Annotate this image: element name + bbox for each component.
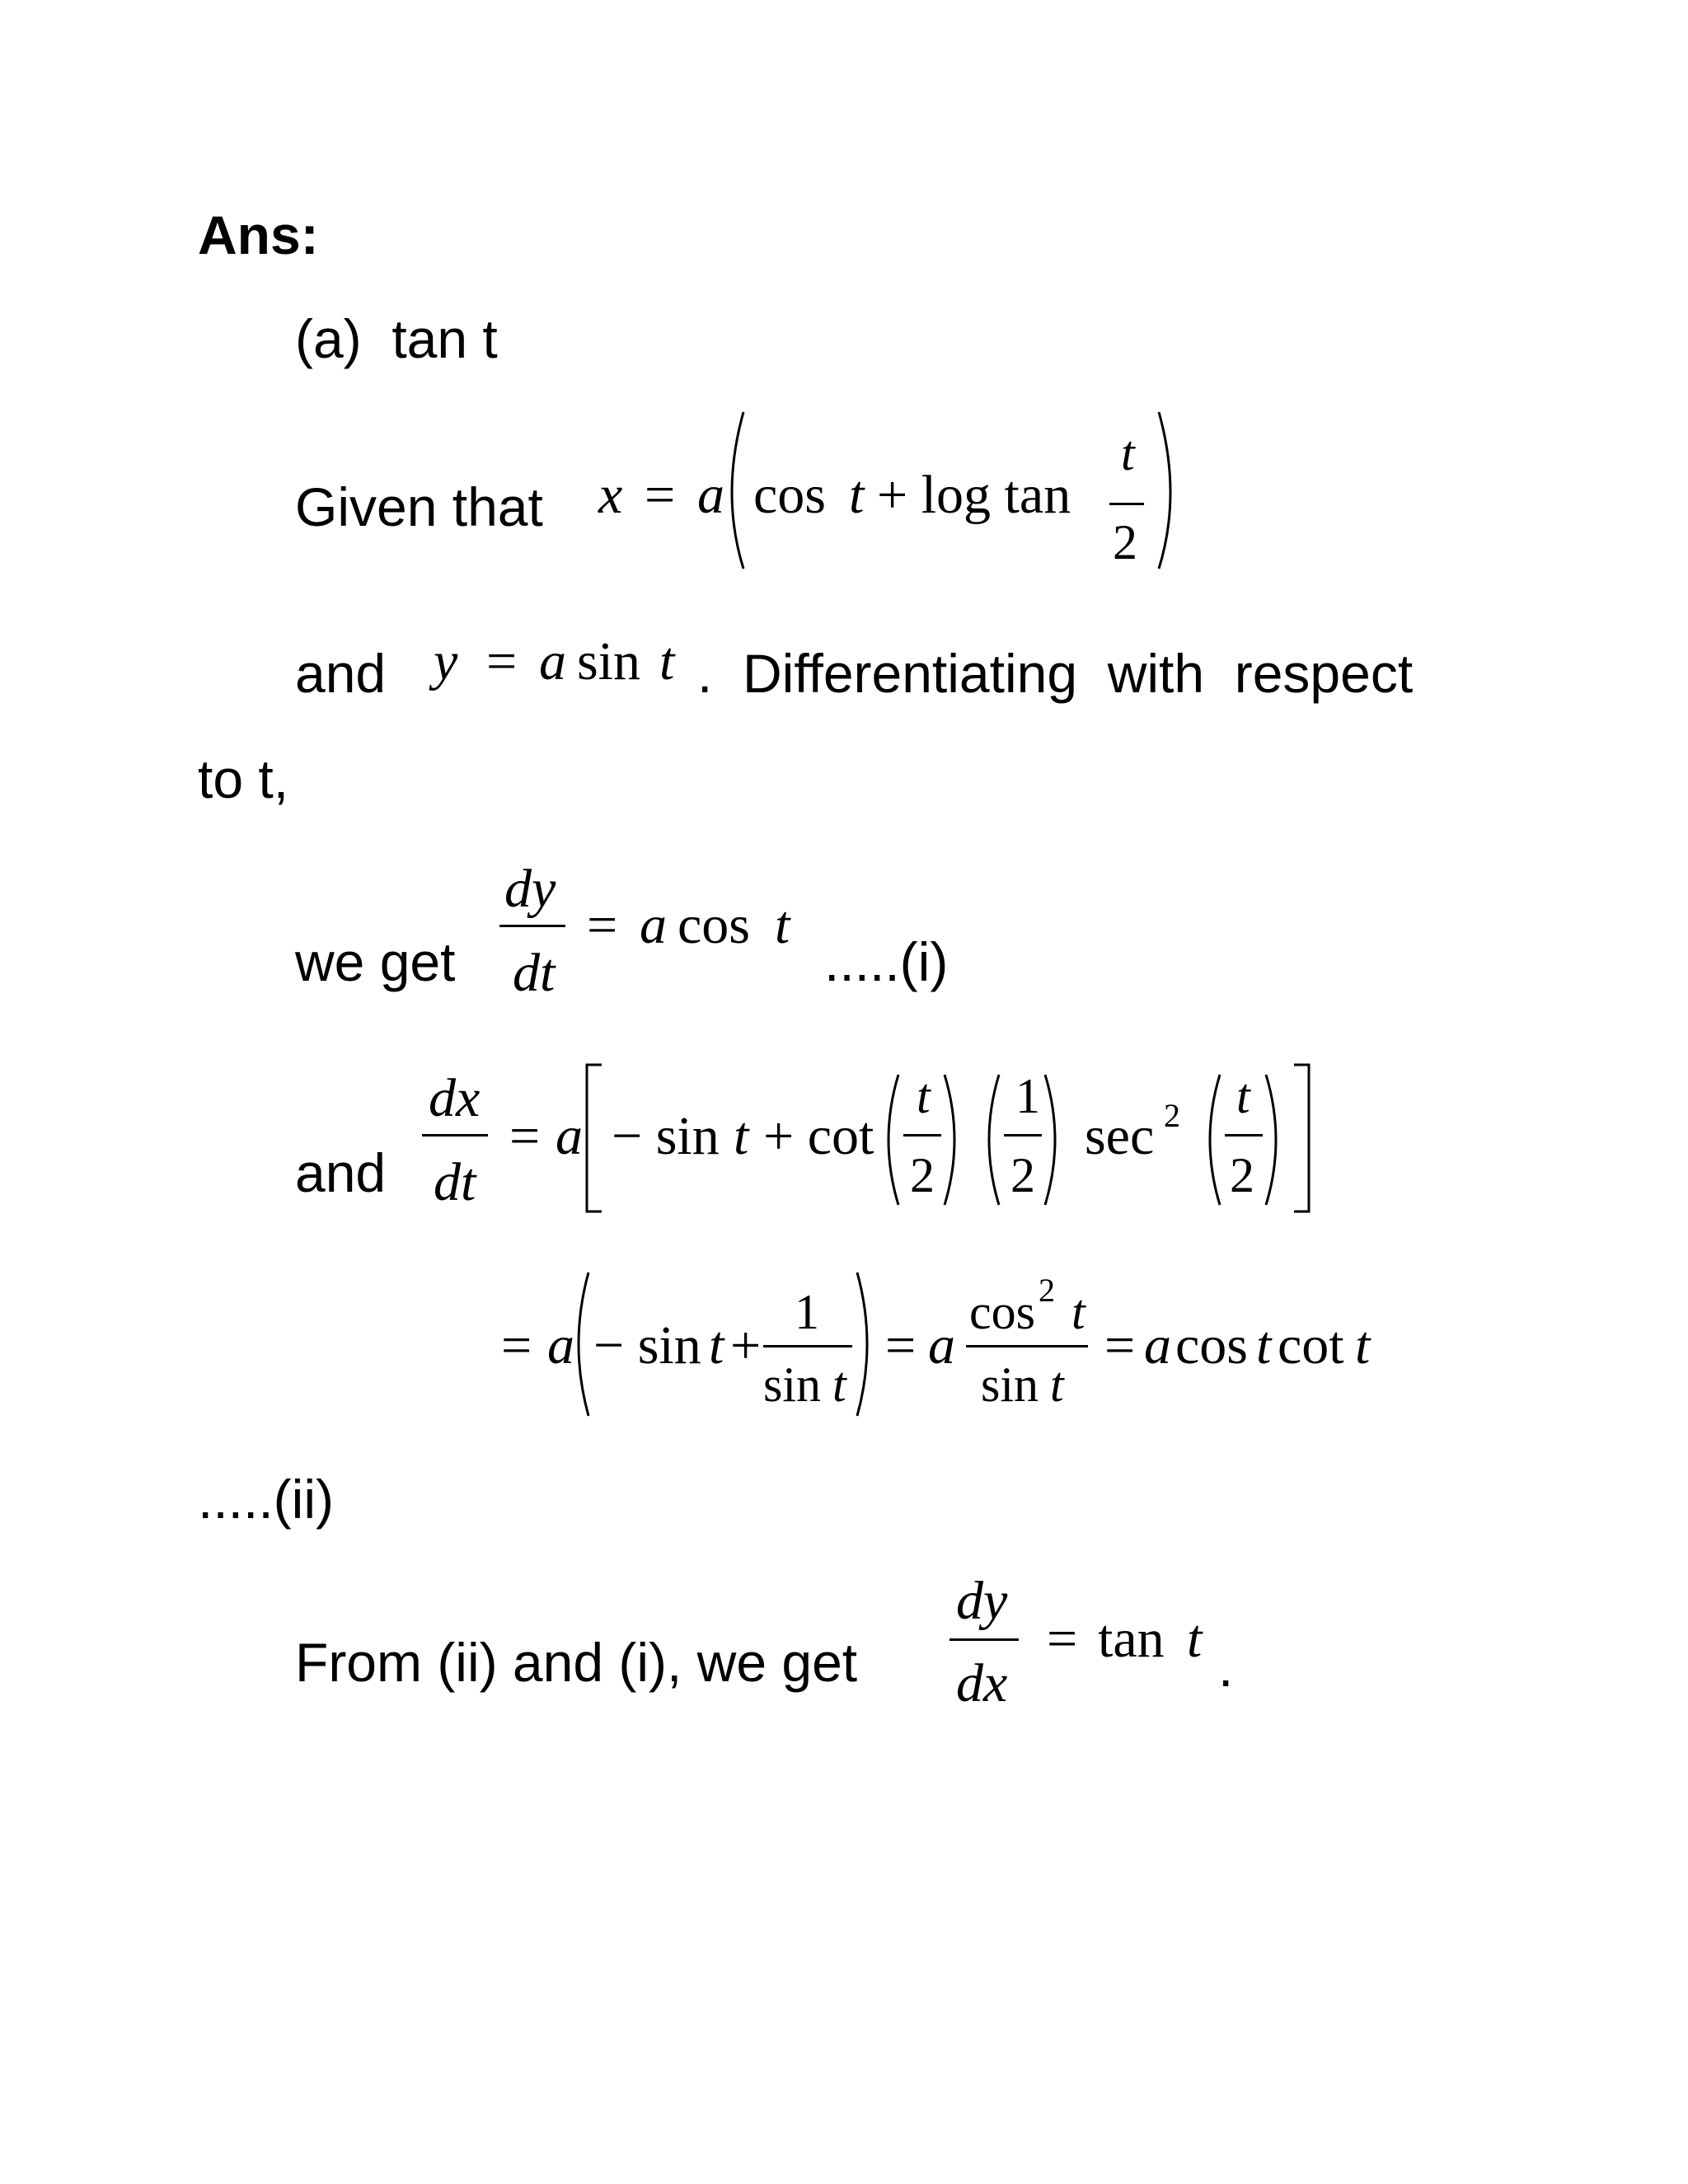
var-t-2: t bbox=[1256, 1315, 1272, 1376]
result-numerator-t: t bbox=[1071, 1285, 1085, 1339]
result-numerator-cos: cos bbox=[969, 1285, 1035, 1339]
result-denominator-sin: sin bbox=[981, 1357, 1039, 1412]
right-paren bbox=[1159, 412, 1170, 569]
minus-sin-text: − sin bbox=[612, 1106, 720, 1166]
cos-text: cos bbox=[678, 895, 750, 955]
var-y: y bbox=[434, 631, 458, 691]
equals-sign-2: = bbox=[885, 1315, 917, 1376]
equation-tag-i: .....(i) bbox=[824, 931, 949, 992]
fraction-2-numerator: 1 bbox=[1015, 1069, 1040, 1123]
left-paren bbox=[1210, 1075, 1220, 1205]
given-label: Given that bbox=[295, 476, 543, 537]
var-t: t bbox=[849, 465, 865, 525]
fraction-3-numerator: t bbox=[1236, 1069, 1250, 1123]
and-label-2: and bbox=[295, 1142, 387, 1203]
right-paren bbox=[1266, 1075, 1276, 1205]
tan-text: tan bbox=[1098, 1609, 1165, 1669]
var-t: t bbox=[734, 1106, 749, 1166]
var-t: t bbox=[659, 631, 675, 691]
and-label: and bbox=[295, 643, 387, 704]
fraction-1-numerator: t bbox=[917, 1069, 931, 1123]
minus-sin-text: − sin bbox=[593, 1315, 701, 1376]
left-paren bbox=[889, 1075, 898, 1205]
var-a: a bbox=[547, 1315, 574, 1376]
left-paren bbox=[732, 412, 743, 569]
right-paren bbox=[857, 1272, 867, 1416]
sec-text: sec bbox=[1085, 1106, 1155, 1166]
fraction-1-denominator: 2 bbox=[910, 1148, 935, 1202]
differentiating-text: . Differentiating with respect bbox=[697, 643, 1414, 704]
cot-text: cot bbox=[1278, 1315, 1344, 1376]
var-x: x bbox=[598, 465, 623, 525]
right-paren bbox=[945, 1075, 954, 1205]
result-denominator-t: t bbox=[1050, 1357, 1064, 1412]
equation-tag-ii: .....(ii) bbox=[198, 1469, 334, 1530]
equals-sign: = bbox=[645, 465, 676, 525]
equals-sign: = bbox=[509, 1106, 541, 1166]
left-bracket bbox=[587, 1065, 602, 1212]
var-a: a bbox=[539, 631, 566, 691]
derivative-numerator: dy bbox=[956, 1571, 1008, 1631]
fraction-2-denominator: 2 bbox=[1010, 1148, 1035, 1202]
equals-sign: = bbox=[1047, 1609, 1078, 1669]
fraction-3-denominator: 2 bbox=[1230, 1148, 1254, 1202]
conclusion-text: From (ii) and (i), we get bbox=[295, 1632, 858, 1693]
left-paren bbox=[989, 1075, 999, 1205]
we-get-label: we get bbox=[295, 931, 456, 992]
derivative-denominator: dt bbox=[434, 1152, 476, 1212]
var-a-2: a bbox=[928, 1315, 955, 1376]
right-paren bbox=[1045, 1075, 1055, 1205]
answer-choice: (a) tan t bbox=[295, 308, 498, 369]
var-t: t bbox=[709, 1315, 724, 1376]
sec-exponent: 2 bbox=[1164, 1097, 1180, 1134]
equals-sign: = bbox=[587, 895, 618, 955]
sin-text: sin bbox=[577, 631, 641, 691]
var-a-3: a bbox=[1144, 1315, 1171, 1376]
var-a: a bbox=[640, 895, 667, 955]
equals-sign: = bbox=[486, 631, 518, 691]
result-numerator-exponent: 2 bbox=[1039, 1272, 1055, 1309]
derivative-numerator: dx bbox=[429, 1068, 481, 1128]
derivative-denominator: dt bbox=[513, 943, 556, 1003]
right-bracket bbox=[1294, 1065, 1309, 1212]
var-t: t bbox=[775, 895, 790, 955]
equals-sign-3: = bbox=[1104, 1315, 1136, 1376]
var-a: a bbox=[556, 1106, 583, 1166]
to-t-text: to t, bbox=[198, 748, 289, 809]
left-paren bbox=[579, 1272, 588, 1416]
var-t-3: t bbox=[1355, 1315, 1371, 1376]
cos-text: cos bbox=[753, 465, 826, 525]
var-a: a bbox=[697, 465, 724, 525]
plus-cot-text: + cot bbox=[763, 1106, 874, 1166]
inverse-denominator-t: t bbox=[832, 1357, 846, 1412]
derivative-denominator: dx bbox=[956, 1653, 1008, 1713]
fraction-denominator: 2 bbox=[1113, 515, 1137, 569]
cos-text: cos bbox=[1175, 1315, 1248, 1376]
derivative-numerator: dy bbox=[504, 859, 556, 919]
plus-sign: + bbox=[730, 1315, 762, 1376]
fraction-numerator: t bbox=[1121, 426, 1135, 480]
final-period: . bbox=[1218, 1637, 1234, 1698]
inverse-numerator: 1 bbox=[795, 1285, 819, 1339]
inverse-denominator-sin: sin bbox=[763, 1357, 822, 1412]
answer-heading: Ans: bbox=[198, 204, 319, 265]
plus-log-tan-text: + log tan bbox=[877, 465, 1071, 525]
equals-sign: = bbox=[501, 1315, 532, 1376]
var-t: t bbox=[1187, 1609, 1203, 1669]
